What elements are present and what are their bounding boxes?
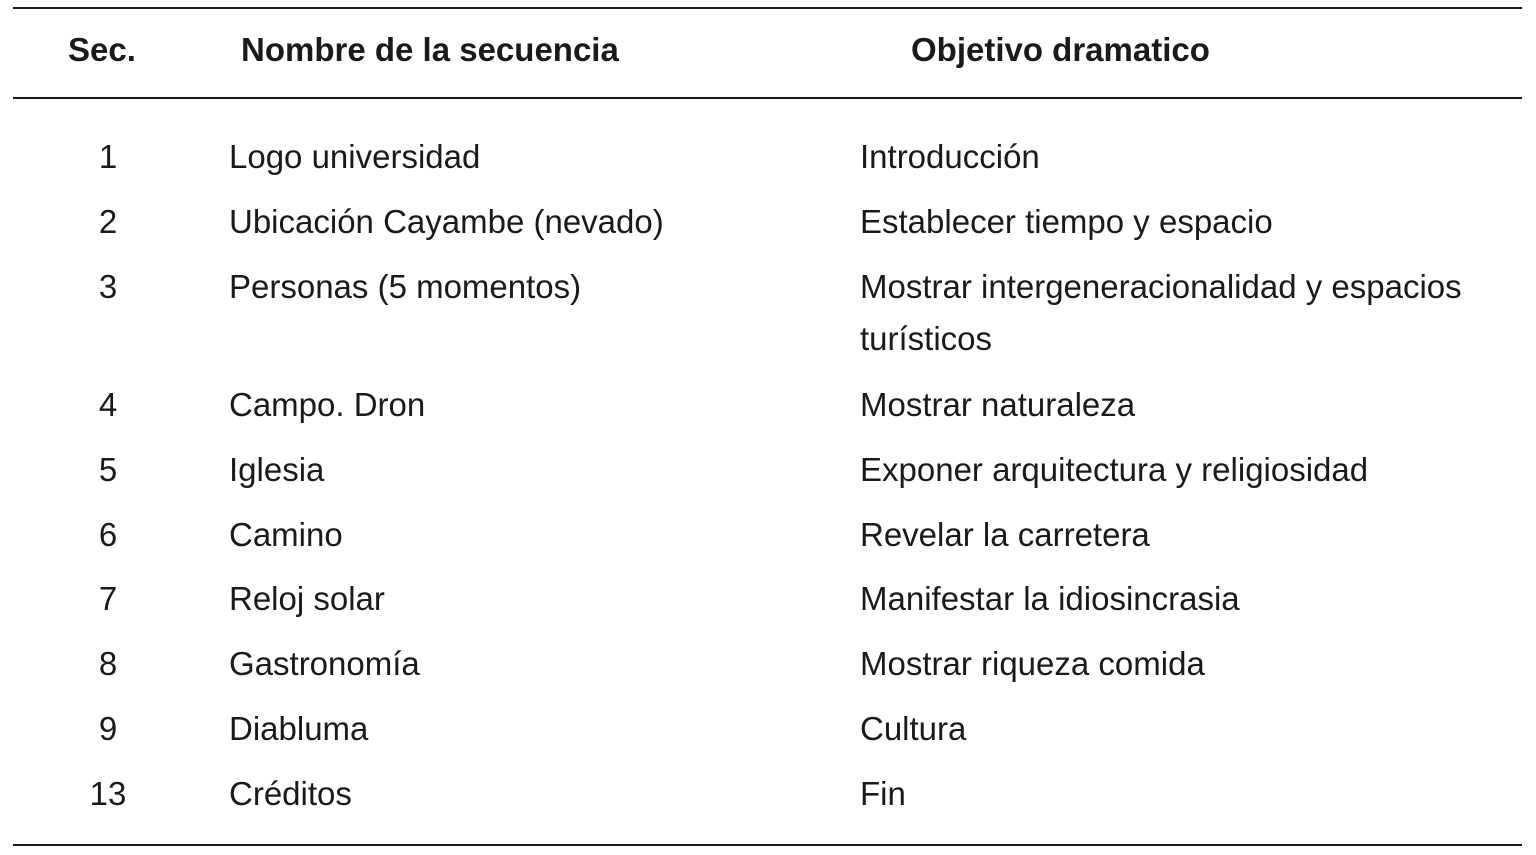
header-objective: Objetivo dramatico [911,31,1210,68]
table-bottom-rule [13,844,1522,846]
table-header-rule [13,97,1522,99]
cell-objective: Revelar la carretera [860,516,1150,553]
cell-objective: Fin [860,775,906,812]
cell-sec: 8 [98,645,118,682]
cell-sec: 9 [98,710,118,747]
cell-objective: Manifestar la idiosincrasia [860,580,1240,617]
cell-sec: 4 [98,386,118,423]
cell-objective: Introducción [860,138,1040,175]
header-name: Nombre de la secuencia [241,31,619,68]
cell-name: Personas (5 momentos) [229,268,582,305]
cell-objective: Cultura [860,710,967,747]
cell-name: Logo universidad [229,138,481,175]
cell-name: Créditos [229,775,352,812]
cell-objective: Establecer tiempo y espacio [860,203,1273,240]
cell-name: Gastronomía [229,645,420,682]
table-top-rule [13,7,1522,9]
cell-sec: 7 [98,580,118,617]
cell-name: Camino [229,516,343,553]
cell-name: Diabluma [229,710,369,747]
cell-name: Reloj solar [229,580,385,617]
cell-objective: Exponer arquitectura y religiosidad [860,451,1369,488]
cell-sec: 13 [89,775,127,812]
cell-sec: 1 [98,138,118,175]
cell-objective: Mostrar riqueza comida [860,645,1205,682]
cell-name: Campo. Dron [229,386,426,423]
cell-objective: Mostrar naturaleza [860,386,1136,423]
cell-sec: 6 [98,516,118,553]
header-sec: Sec. [68,31,136,68]
cell-objective: Mostrar intergeneracionalidad y espacios turísticos [860,268,1462,357]
cell-sec: 3 [98,268,118,305]
cell-sec: 5 [98,451,118,488]
cell-name: Iglesia [229,451,325,488]
cell-name: Ubicación Cayambe (nevado) [229,203,664,240]
cell-sec: 2 [98,203,118,240]
